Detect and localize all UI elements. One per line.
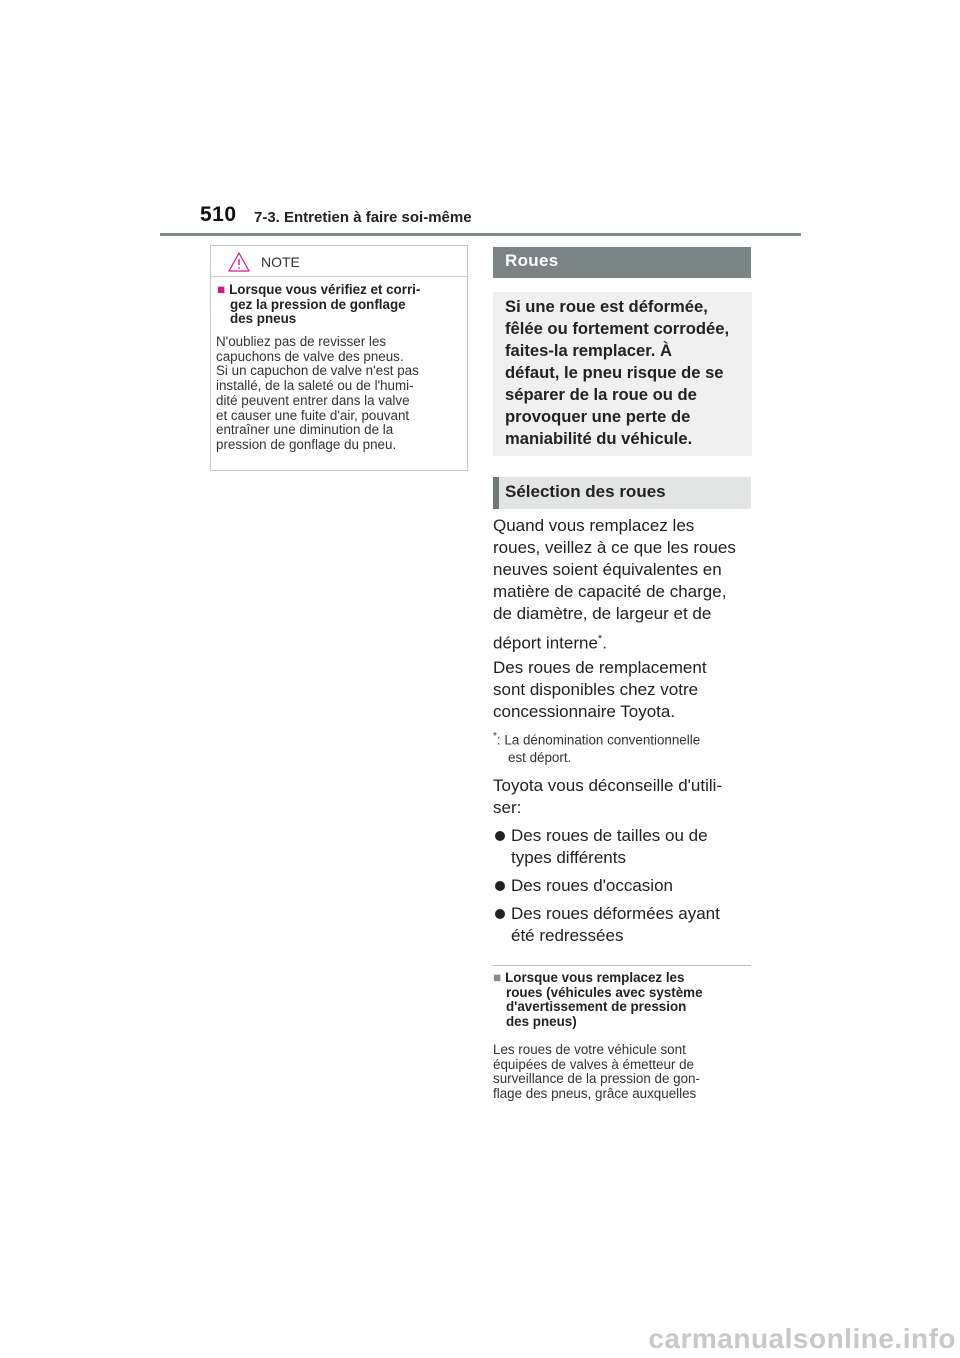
paragraph-2: Des roues de remplacement sont disponibles chez votre concessionnaire Toyota. bbox=[493, 658, 707, 721]
square-bullet-icon: ■ bbox=[217, 282, 226, 297]
footnote: *: La dénomination conventionnelle est déport. bbox=[493, 731, 701, 766]
bullet-dot-icon bbox=[495, 881, 505, 891]
header-rule bbox=[160, 233, 801, 236]
footnote-ref: * bbox=[597, 633, 603, 645]
subsection-rule bbox=[493, 965, 751, 966]
list-item: Des roues d'occasion bbox=[493, 875, 751, 897]
list-item: Des roues de tailles ou de types différents bbox=[493, 825, 751, 869]
note-label: NOTE bbox=[261, 254, 300, 270]
page-number: 510 bbox=[200, 203, 237, 226]
note-heading: ■ Lorsque vous vérifiez et corri- gez la pression de gonflage des pneus bbox=[217, 282, 421, 326]
note-box bbox=[210, 245, 468, 471]
roues-section-header bbox=[493, 247, 751, 278]
square-bullet-icon: ■ bbox=[493, 970, 502, 985]
selection-title: Sélection des roues bbox=[505, 482, 666, 501]
selection-header-bar bbox=[493, 477, 499, 509]
bullet-dot-icon bbox=[495, 831, 505, 841]
subsection-heading: ■ Lorsque vous remplacez les roues (véhicules avec système d'avertissement de pression des pneus) bbox=[493, 970, 703, 1029]
subsection-body: Les roues de votre véhicule sont équipées de valves à émetteur de surveillance de la pression de gon- flage des pneus, grâce auxquelles bbox=[493, 1042, 700, 1102]
note-header bbox=[211, 246, 467, 277]
watermark: carmanualsonline.info bbox=[648, 1323, 956, 1354]
page-header bbox=[0, 0, 960, 240]
warning-triangle-icon bbox=[228, 252, 250, 272]
bullet-dot-icon bbox=[495, 909, 505, 919]
roues-title: Roues bbox=[505, 251, 559, 270]
warning-text: Si une roue est déformée, fêlée ou fortement corrodée, faites-la remplacer. À défaut, le pneu risque de se séparer de la roue ou de provoquer une perte de maniabilité du véhicule. bbox=[505, 297, 730, 448]
note-body: N'oubliez pas de revisser les capuchons de valve des pneus. Si un capuchon de valve n'est pas installé, de la saleté ou de l'humi- dité peuvent entrer dans la valve et causer une fuite d'air, pouvant entraîner une diminution de la pression de gonflage du pneu. bbox=[216, 334, 419, 452]
paragraph-1: Quand vous remplacez les roues, veillez à ce que les roues neuves soient équivalentes en matière de capacité de charge, de diamètre, de largeur et de déport interne*. bbox=[493, 516, 736, 653]
section-title: 7-3. Entretien à faire soi-même bbox=[254, 209, 472, 226]
warning-box bbox=[493, 292, 752, 456]
paragraph-3: Toyota vous déconseille d'utili- ser: bbox=[493, 776, 723, 817]
selection-section-header bbox=[493, 477, 751, 509]
list-item: Des roues déformées ayant été redressées bbox=[493, 903, 751, 947]
